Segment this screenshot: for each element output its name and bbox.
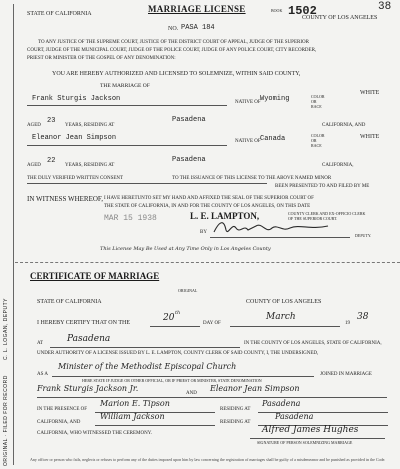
witness-1-residing-label: RESIDING AT bbox=[220, 407, 251, 412]
certificate-county: COUNTY OF LOS ANGELES bbox=[246, 299, 322, 305]
marriage-of-label: THE MARRIAGE OF bbox=[100, 83, 150, 89]
bride-age: 22 bbox=[47, 157, 56, 165]
side-original-text: ORIGINAL · FILED FOR RECORD bbox=[3, 375, 9, 466]
clerk-name: L. E. LAMPTON, bbox=[190, 211, 260, 221]
signature-caption: SIGNATURE OF PERSON SOLEMNIZING MARRIAGE bbox=[257, 440, 353, 445]
marriage-year: 38 bbox=[357, 312, 369, 322]
bride-name-rule bbox=[27, 145, 227, 146]
consent-line-1: THE DULY VERIFIED WRITTEN CONSENT bbox=[27, 176, 124, 181]
license-number: PASA 184 bbox=[181, 24, 215, 32]
bride-or-label: OR bbox=[311, 138, 317, 143]
witness-text-2: THE STATE OF CALIFORNIA, IN AND FOR THE COUNTY OF LOS ANGELES, ON THIS DATE bbox=[104, 204, 311, 209]
year-prefix: 19 bbox=[345, 321, 350, 326]
groom-native: Wyoming bbox=[260, 95, 290, 103]
california-who-label: CALIFORNIA, WHO WITNESSED THE CEREMONY. bbox=[37, 431, 152, 436]
groom-color-label: COLOR bbox=[311, 94, 325, 99]
footer-text: Any officer or person who fails, neglects or refuses to perform any of the duties imposed upon him by law concerning the registration of marriages shall be guilty of a misdemeanor and be punished as provided in the Code. bbox=[30, 458, 386, 462]
bride-name: Eleanor Jean Simpson bbox=[32, 134, 117, 142]
joined-label: JOINED IN MARRIAGE bbox=[320, 372, 372, 377]
deputy-label: DEPUTY. bbox=[355, 233, 372, 238]
california-and-label: CALIFORNIA, AND bbox=[37, 420, 81, 425]
groom-california-label: CALIFORNIA, AND bbox=[322, 123, 366, 128]
witness-text-1: I HAVE HERETUNTO SET MY HAND AND AFFIXED THE SEAL OF THE SUPERIOR COURT OF bbox=[104, 196, 314, 201]
usage-note: This License May Be Used at Any Time Only in Los Angeles County bbox=[100, 246, 271, 252]
by-label: BY bbox=[200, 230, 207, 235]
consent-line-1b: TO THE ISSUANCE OF THIS LICENSE TO THE ABOVE NAMED MINOR bbox=[172, 176, 332, 181]
witness-whereof-label: IN WITNESS WHEREOF, bbox=[27, 195, 103, 203]
day-rule bbox=[150, 326, 200, 327]
groom-written: Frank Sturgis Jackson Jr. bbox=[37, 384, 139, 393]
marriage-day: 20 bbox=[163, 313, 175, 323]
bride-race-label: RACE bbox=[311, 143, 322, 148]
presence-label: IN THE PRESENCE OF bbox=[37, 407, 88, 412]
book-label: BOOK bbox=[271, 8, 283, 13]
bride-aged-label: AGED bbox=[27, 163, 41, 168]
left-margin-rule bbox=[13, 4, 14, 465]
bride-race: WHITE bbox=[360, 134, 380, 140]
groom-name: Frank Sturgis Jackson bbox=[32, 95, 121, 103]
side-deputy-text: C. L. LOGAN, DEPUTY bbox=[3, 297, 9, 360]
signature-rule bbox=[250, 438, 385, 439]
addressee-line-2: COURT, JUDGE OF THE MUNICIPAL COURT, JUDGE OF THE POLICE COURT, JUDGE OF ANY POLICE COURT, CITY RECORDER, bbox=[27, 48, 317, 53]
section-divider bbox=[15, 262, 400, 263]
certify-label: I HEREBY CERTIFY THAT ON THE bbox=[37, 320, 131, 326]
officiant-signature: Alfred James Hughes bbox=[262, 425, 359, 435]
witness-2-residing-label: RESIDING AT bbox=[220, 420, 251, 425]
day-of-label: DAY OF bbox=[203, 321, 221, 326]
bride-written: Eleanor Jean Simpson bbox=[210, 384, 300, 393]
groom-residence: Pasadena bbox=[172, 116, 206, 124]
witness-1: Marion E. Tipson bbox=[100, 399, 170, 408]
page-number: 38 bbox=[378, 1, 392, 13]
groom-years-label: YEARS, RESIDING AT bbox=[65, 123, 115, 128]
license-title: MARRIAGE LICENSE bbox=[148, 4, 246, 14]
clerk-title-2: OF THE SUPERIOR COURT. bbox=[288, 216, 338, 221]
consent-rule bbox=[27, 183, 267, 184]
groom-age: 23 bbox=[47, 117, 56, 125]
certificate-original-label: ORIGINAL bbox=[178, 288, 198, 293]
book-number: 1502 bbox=[288, 4, 317, 18]
bride-native: Canada bbox=[260, 135, 286, 143]
witness-2-rule bbox=[95, 425, 215, 426]
witness-1-residence: Pasadena bbox=[262, 399, 301, 408]
couple-rule bbox=[37, 397, 387, 398]
certificate-state: STATE OF CALIFORNIA bbox=[37, 299, 102, 305]
license-county: COUNTY OF LOS ANGELES bbox=[302, 15, 378, 21]
bride-california-label: CALIFORNIA, bbox=[322, 163, 354, 168]
bride-residence: Pasadena bbox=[172, 156, 206, 164]
deputy-signature bbox=[210, 218, 340, 238]
groom-name-rule bbox=[27, 105, 227, 106]
in-county-text: IN THE COUNTY OF LOS ANGELES, STATE OF CALIFORNIA, bbox=[244, 341, 382, 346]
groom-aged-label: AGED bbox=[27, 123, 41, 128]
groom-or-label: OR bbox=[311, 99, 317, 104]
marriage-place: Pasadena bbox=[67, 334, 111, 344]
groom-race-label: RACE bbox=[311, 104, 322, 109]
marriage-month: March bbox=[266, 312, 296, 322]
officiant-rule bbox=[52, 376, 314, 377]
certificate-title: CERTIFICATE OF MARRIAGE bbox=[30, 271, 160, 281]
groom-race: WHITE bbox=[360, 90, 380, 96]
addressee-line-1: TO ANY JUSTICE OF THE SUPREME COURT, JUSTICE OF THE DISTRICT COURT OF APPEAL, JUDGE OF THE SUPERIOR bbox=[38, 40, 309, 45]
month-rule bbox=[230, 326, 340, 327]
authorization-text: YOU ARE HEREBY AUTHORIZED AND LICENSED TO SOLEMNIZE, WITHIN SAID COUNTY, bbox=[52, 71, 301, 77]
officiant-title: Minister of the Methodist Episcopal Church bbox=[58, 362, 237, 371]
groom-native-label: NATIVE OF bbox=[235, 100, 261, 105]
clerk-title-1: COUNTY CLERK AND EX-OFFICIO CLERK bbox=[288, 211, 366, 216]
deputy-rule bbox=[210, 237, 350, 238]
as-a-label: AS A bbox=[37, 372, 48, 377]
and-label: AND bbox=[186, 391, 197, 396]
number-label: NO. bbox=[168, 26, 179, 32]
witness-2-residence: Pasadena bbox=[275, 412, 314, 421]
consent-line-2: BEEN PRESENTED TO AND FILED BY ME bbox=[275, 184, 370, 189]
bride-color-label: COLOR bbox=[311, 133, 325, 138]
marriage-day-suffix: th bbox=[175, 310, 181, 316]
place-rule bbox=[50, 347, 240, 348]
date-stamp: MAR 15 1938 bbox=[104, 214, 157, 223]
bride-native-label: NATIVE OF bbox=[235, 139, 261, 144]
at-label: AT bbox=[37, 341, 44, 346]
denomination-caption: HERE STATE IF JUDGE OR OTHER OFFICIAL, OR IF PRIEST OR MINISTER, STATE DENOMINATION bbox=[82, 378, 262, 383]
under-authority-text: UNDER AUTHORITY OF A LICENSE ISSUED BY L. E. LAMPTON, COUNTY CLERK OF SAID COUNTY, I, THE UNDERSIGNED, bbox=[37, 351, 319, 356]
bride-years-label: YEARS, RESIDING AT bbox=[65, 163, 115, 168]
addressee-line-3: PRIEST OR MINISTER OF THE GOSPEL OF ANY DENOMINATION: bbox=[27, 56, 176, 61]
license-state: STATE OF CALIFORNIA bbox=[27, 11, 92, 17]
witness-2: William Jackson bbox=[100, 412, 165, 421]
